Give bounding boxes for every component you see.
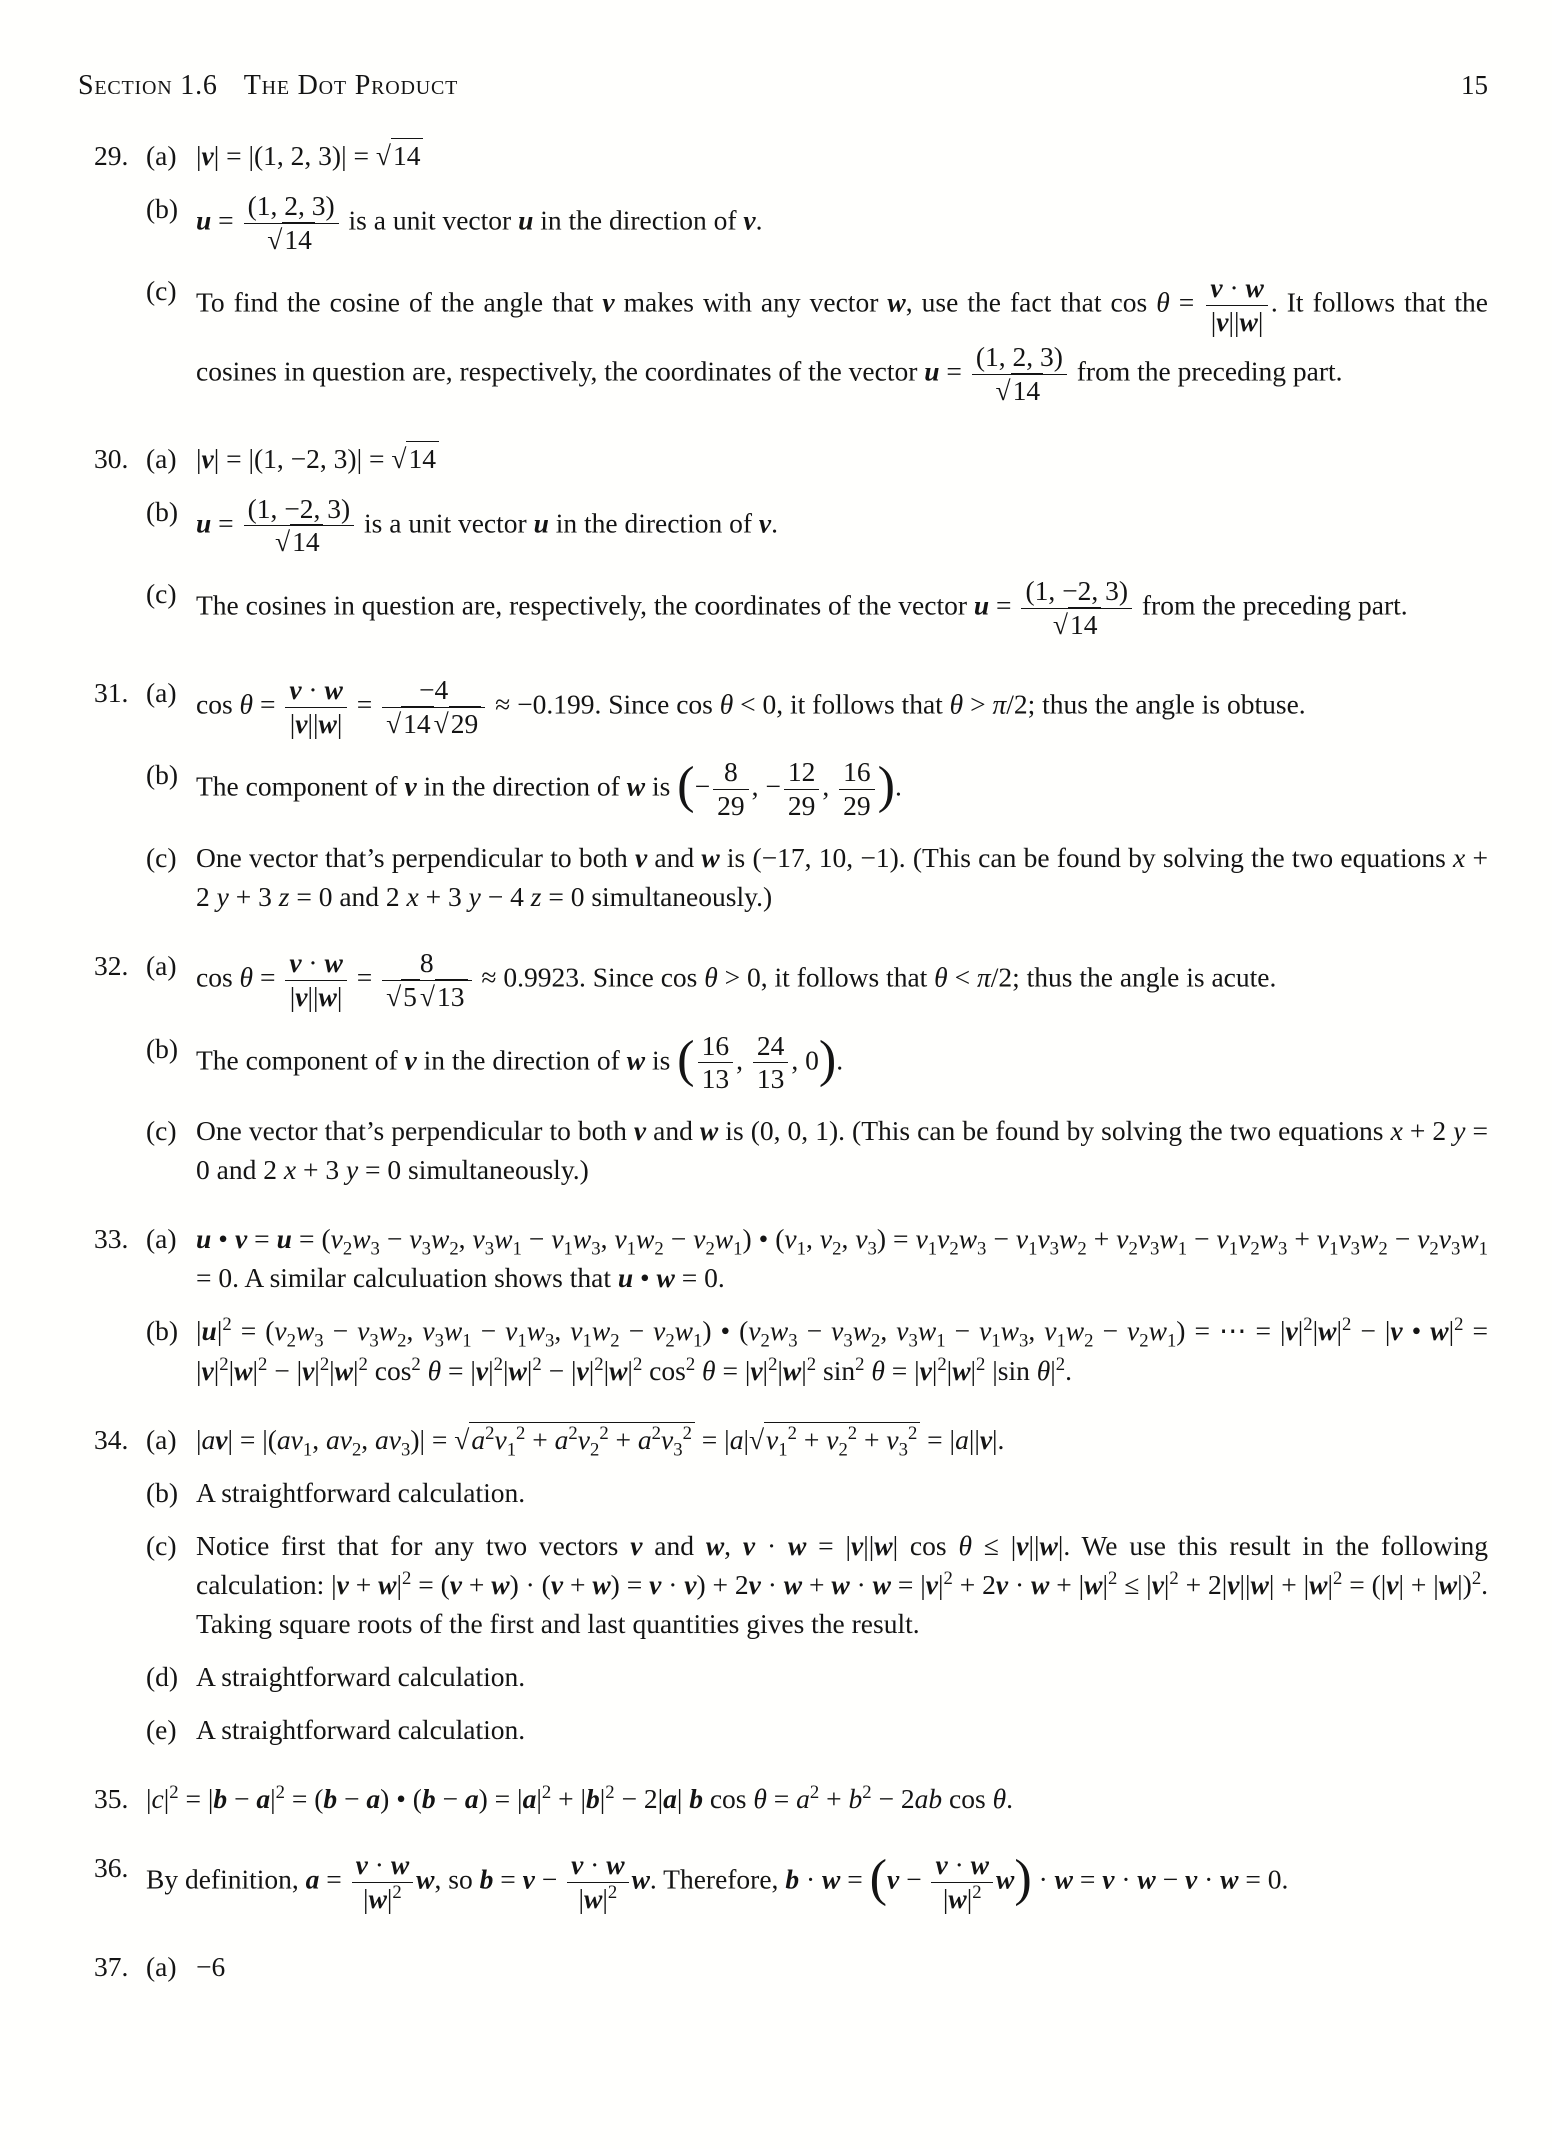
- problem-number: 32.: [94, 950, 129, 982]
- problem-number: 37.: [94, 1950, 129, 1982]
- problem-parts: [146, 1219, 1488, 1389]
- problem-number: 34.: [94, 1423, 129, 1455]
- solution-part: [146, 136, 1488, 175]
- solution-part: [146, 1473, 1488, 1512]
- problem-parts: [146, 1848, 1488, 1917]
- part-label: (c): [146, 275, 177, 307]
- part-label: (a): [146, 139, 177, 171]
- problem-parts: [146, 946, 1488, 1189]
- part-text: The cosines in question are, respectively, the coordinates of the vector u = $\frac{(1, -2, 3)}{√14}$ from the preceding part.: [196, 575, 1408, 641]
- solution-part: [146, 673, 1488, 742]
- part-label: (a): [146, 1423, 177, 1455]
- part-label: (c): [146, 842, 177, 873]
- problem-number: 31.: [94, 676, 129, 708]
- problem-parts: [146, 673, 1488, 916]
- problem-37: [78, 1947, 1488, 1986]
- solution-part: [146, 1779, 1488, 1818]
- solution-part: [146, 1219, 1488, 1297]
- part-text: $|c|^2 = |b - a|^2 = (b - a)$ • $(b - a) = |a|^2 + |b|^2 - 2|a|$ b $\cos \theta = a^2 + b^2 - 2ab$ cos θ.: [146, 1781, 1013, 1814]
- part-label: (a): [146, 442, 177, 474]
- part-text: u = $\frac{(1, 2, 3)}{√14}$ is a unit vector u in the direction of v.: [196, 189, 763, 255]
- part-label: (b): [146, 1032, 179, 1064]
- solution-part: [146, 1710, 1488, 1749]
- part-text: A straightforward calculation.: [196, 1660, 526, 1692]
- part-label: (a): [146, 1223, 177, 1255]
- solution-part: [146, 1111, 1488, 1189]
- solution-part: [146, 1029, 1488, 1098]
- part-text: The component of v in the direction of w is (− $\frac{8}{29}$ , − $\frac{12}{29}$ , $\frac{16}{29}$ ).: [196, 756, 902, 822]
- solution-part: [146, 1526, 1488, 1643]
- solution-part: [146, 946, 1488, 1015]
- solution-part: [146, 492, 1488, 561]
- problem-33: [78, 1219, 1488, 1389]
- part-text: A straightforward calculation.: [196, 1713, 526, 1745]
- part-text: |v| = |(1, −2, 3)| = √14: [196, 439, 1488, 478]
- part-label: (a): [146, 950, 177, 982]
- section-title: The Dot Product: [243, 70, 459, 101]
- part-label: (a): [146, 1950, 177, 1982]
- section-heading: [78, 66, 458, 106]
- problem-29: [78, 136, 1488, 409]
- solution-part: [146, 439, 1488, 478]
- solution-part: [146, 1311, 1488, 1389]
- solution-part: [146, 189, 1488, 258]
- part-label: (a): [146, 676, 177, 708]
- problem-36: [78, 1848, 1488, 1917]
- page-number: 15: [1461, 70, 1488, 100]
- part-text: u • $v = u = (v_2w_3 - v_3w_2$, $v_3w_1 - v_1w_3$, $v_1w_2 - v_2w_1$) • ($v_1$, $v_2$, $v_3) = v_1v_2w_3 - v_1v_3w_2 + v_2v_3w_1 - v_1v_2w_3 + v_1v_3w_2 - v_2v_3w_1 = 0$. A similar calculuation shows that u • w = 0.: [196, 1223, 1489, 1294]
- part-text: The component of v in the direction of w is ( $\frac{16}{13}$ , $\frac{24}{13}$ , 0).: [196, 1029, 844, 1095]
- problem-parts: [146, 1420, 1488, 1749]
- part-text: One vector that’s perpendicular to both v and w is (0, 0, 1). (This can be found by solving the two equations x + 2 y = 0 and 2 x + 3 y = 0 simultaneously.): [196, 1115, 1488, 1186]
- part-text: u = $\frac{(1, -2, 3)}{√14}$ is a unit vector u in the direction of v.: [196, 492, 778, 558]
- page-header: [78, 66, 1488, 106]
- part-label: (b): [146, 1476, 179, 1508]
- part-text: $|av| = |(av_1$, $av_2$, $av_3)| = √a^2v_1^2 + a^2v_2^2 + a^2v_3^2 = |a|√v_1^2 + v_2^2 + v_3^2 = |a||v|$.: [196, 1422, 1005, 1461]
- part-text: A straightforward calculation.: [196, 1476, 526, 1508]
- part-label: (b): [146, 192, 179, 224]
- part-text: $|u|^2 = (v_2w_3 - v_3w_2$, $v_3w_1 - v_1w_3$, $v_1w_2 - v_2w_1$) • ($v_2w_3 - v_3w_2$, $v_3w_1 - v_1w_3$, $v_1w_2 - v_2w_1$) = ⋯ = $|v|^2|w|^2 - |v$ • $w|^2 = |v|^2|w|^2 - |v|^2|w|^2$ $\cos^2 \theta = |v|^2|w|^2 - |v|^2|w|^2$ $\cos^2 \theta = |v|^2|w|^2$ $\sin^2 \theta = |v|^2|w|^2$ |sin $\theta|^2$.: [196, 1314, 1489, 1386]
- part-text: |v| = |(1, 2, 3)| = √14: [196, 136, 1488, 175]
- part-text: −6: [196, 1950, 226, 1982]
- part-label: (d): [146, 1660, 179, 1692]
- problem-32: [78, 946, 1488, 1189]
- part-label: (e): [146, 1713, 177, 1745]
- problem-31: [78, 673, 1488, 916]
- problem-number: 36.: [94, 1851, 129, 1883]
- part-label: (c): [146, 1529, 177, 1561]
- part-text: Notice first that for any two vectors v and w, v · w = |v||w| cos θ ≤ |v||w|. We use this result in the following calculation: $|v + w|^2 = (v + w) \cdot (v + w) = v \cdot v) + 2v \cdot w + w \cdot w = |v|^2 + 2v \cdot w + |w|^2 \le |v|^2 + 2|v||w| + |w|^2 = (|v| + |w|)^2$. Taking square roots of the first and last quantities gives the result.: [196, 1529, 1489, 1639]
- part-text: cos θ = $\frac{v \cdot w}{|v||w|}$ = $\frac{-4}{√14 √29}$ ≈ −0.199. Since cos θ < 0, it follows that θ > π/2; thus the angle is obtuse.: [196, 673, 1306, 739]
- problem-30: [78, 439, 1488, 643]
- problem-number: 33.: [94, 1223, 129, 1255]
- problem-parts: [146, 1947, 1488, 1986]
- solution-part: [146, 1657, 1488, 1696]
- solution-part: [146, 271, 1488, 408]
- problem-34: [78, 1420, 1488, 1749]
- problem-parts: [146, 136, 1488, 409]
- solution-part: [146, 574, 1488, 643]
- part-label: (b): [146, 495, 179, 527]
- problem-number: 30.: [94, 442, 129, 474]
- part-text: To find the cosine of the angle that v makes with any vector w, use the fact that cos θ = $\frac{v \cdot w}{|v||w|}$ . It follows that the cosines in question are, respectively, the coordinates of the vector u = $\frac{(1, 2, 3)}{√14}$ from the preceding part.: [196, 272, 1488, 406]
- solution-part: [146, 755, 1488, 824]
- problems-list: [78, 136, 1488, 1986]
- part-label: (c): [146, 578, 177, 610]
- problem-number: 29.: [94, 139, 129, 171]
- part-label: (b): [146, 1315, 179, 1347]
- problem-parts: [146, 1779, 1488, 1818]
- part-label: (b): [146, 759, 179, 791]
- problem-number: 35.: [94, 1782, 129, 1814]
- problem-35: [78, 1779, 1488, 1818]
- problem-parts: [146, 439, 1488, 643]
- part-label: (c): [146, 1115, 177, 1147]
- solution-part: [146, 1420, 1488, 1459]
- solution-part: [146, 1848, 1488, 1917]
- solution-part: [146, 1947, 1488, 1986]
- section-label: Section 1.6: [78, 70, 218, 101]
- part-text: One vector that’s perpendicular to both v and w is (−17, 10, −1). (This can be found by solving the two equations x + 2 y + 3 z = 0 and 2 x + 3 y − 4 z = 0 simultaneously.): [196, 842, 1488, 913]
- part-text: cos θ = $\frac{v \cdot w}{|v||w|}$ = $\frac{8}{√5 √13}$ ≈ 0.9923. Since cos θ > 0, it follows that θ < π/2; thus the angle is acute.: [196, 947, 1277, 1012]
- part-text: By definition, a = $\frac{v \cdot w}{|w|^2}$ w, so b = v − $\frac{v \cdot w}{|w|^2}$ w. Therefore, b · w = (v − $\frac{v \cdot w}{|w|^2}$ w) · w = v · w − v · w = 0.: [146, 1848, 1289, 1914]
- solution-part: [146, 838, 1488, 916]
